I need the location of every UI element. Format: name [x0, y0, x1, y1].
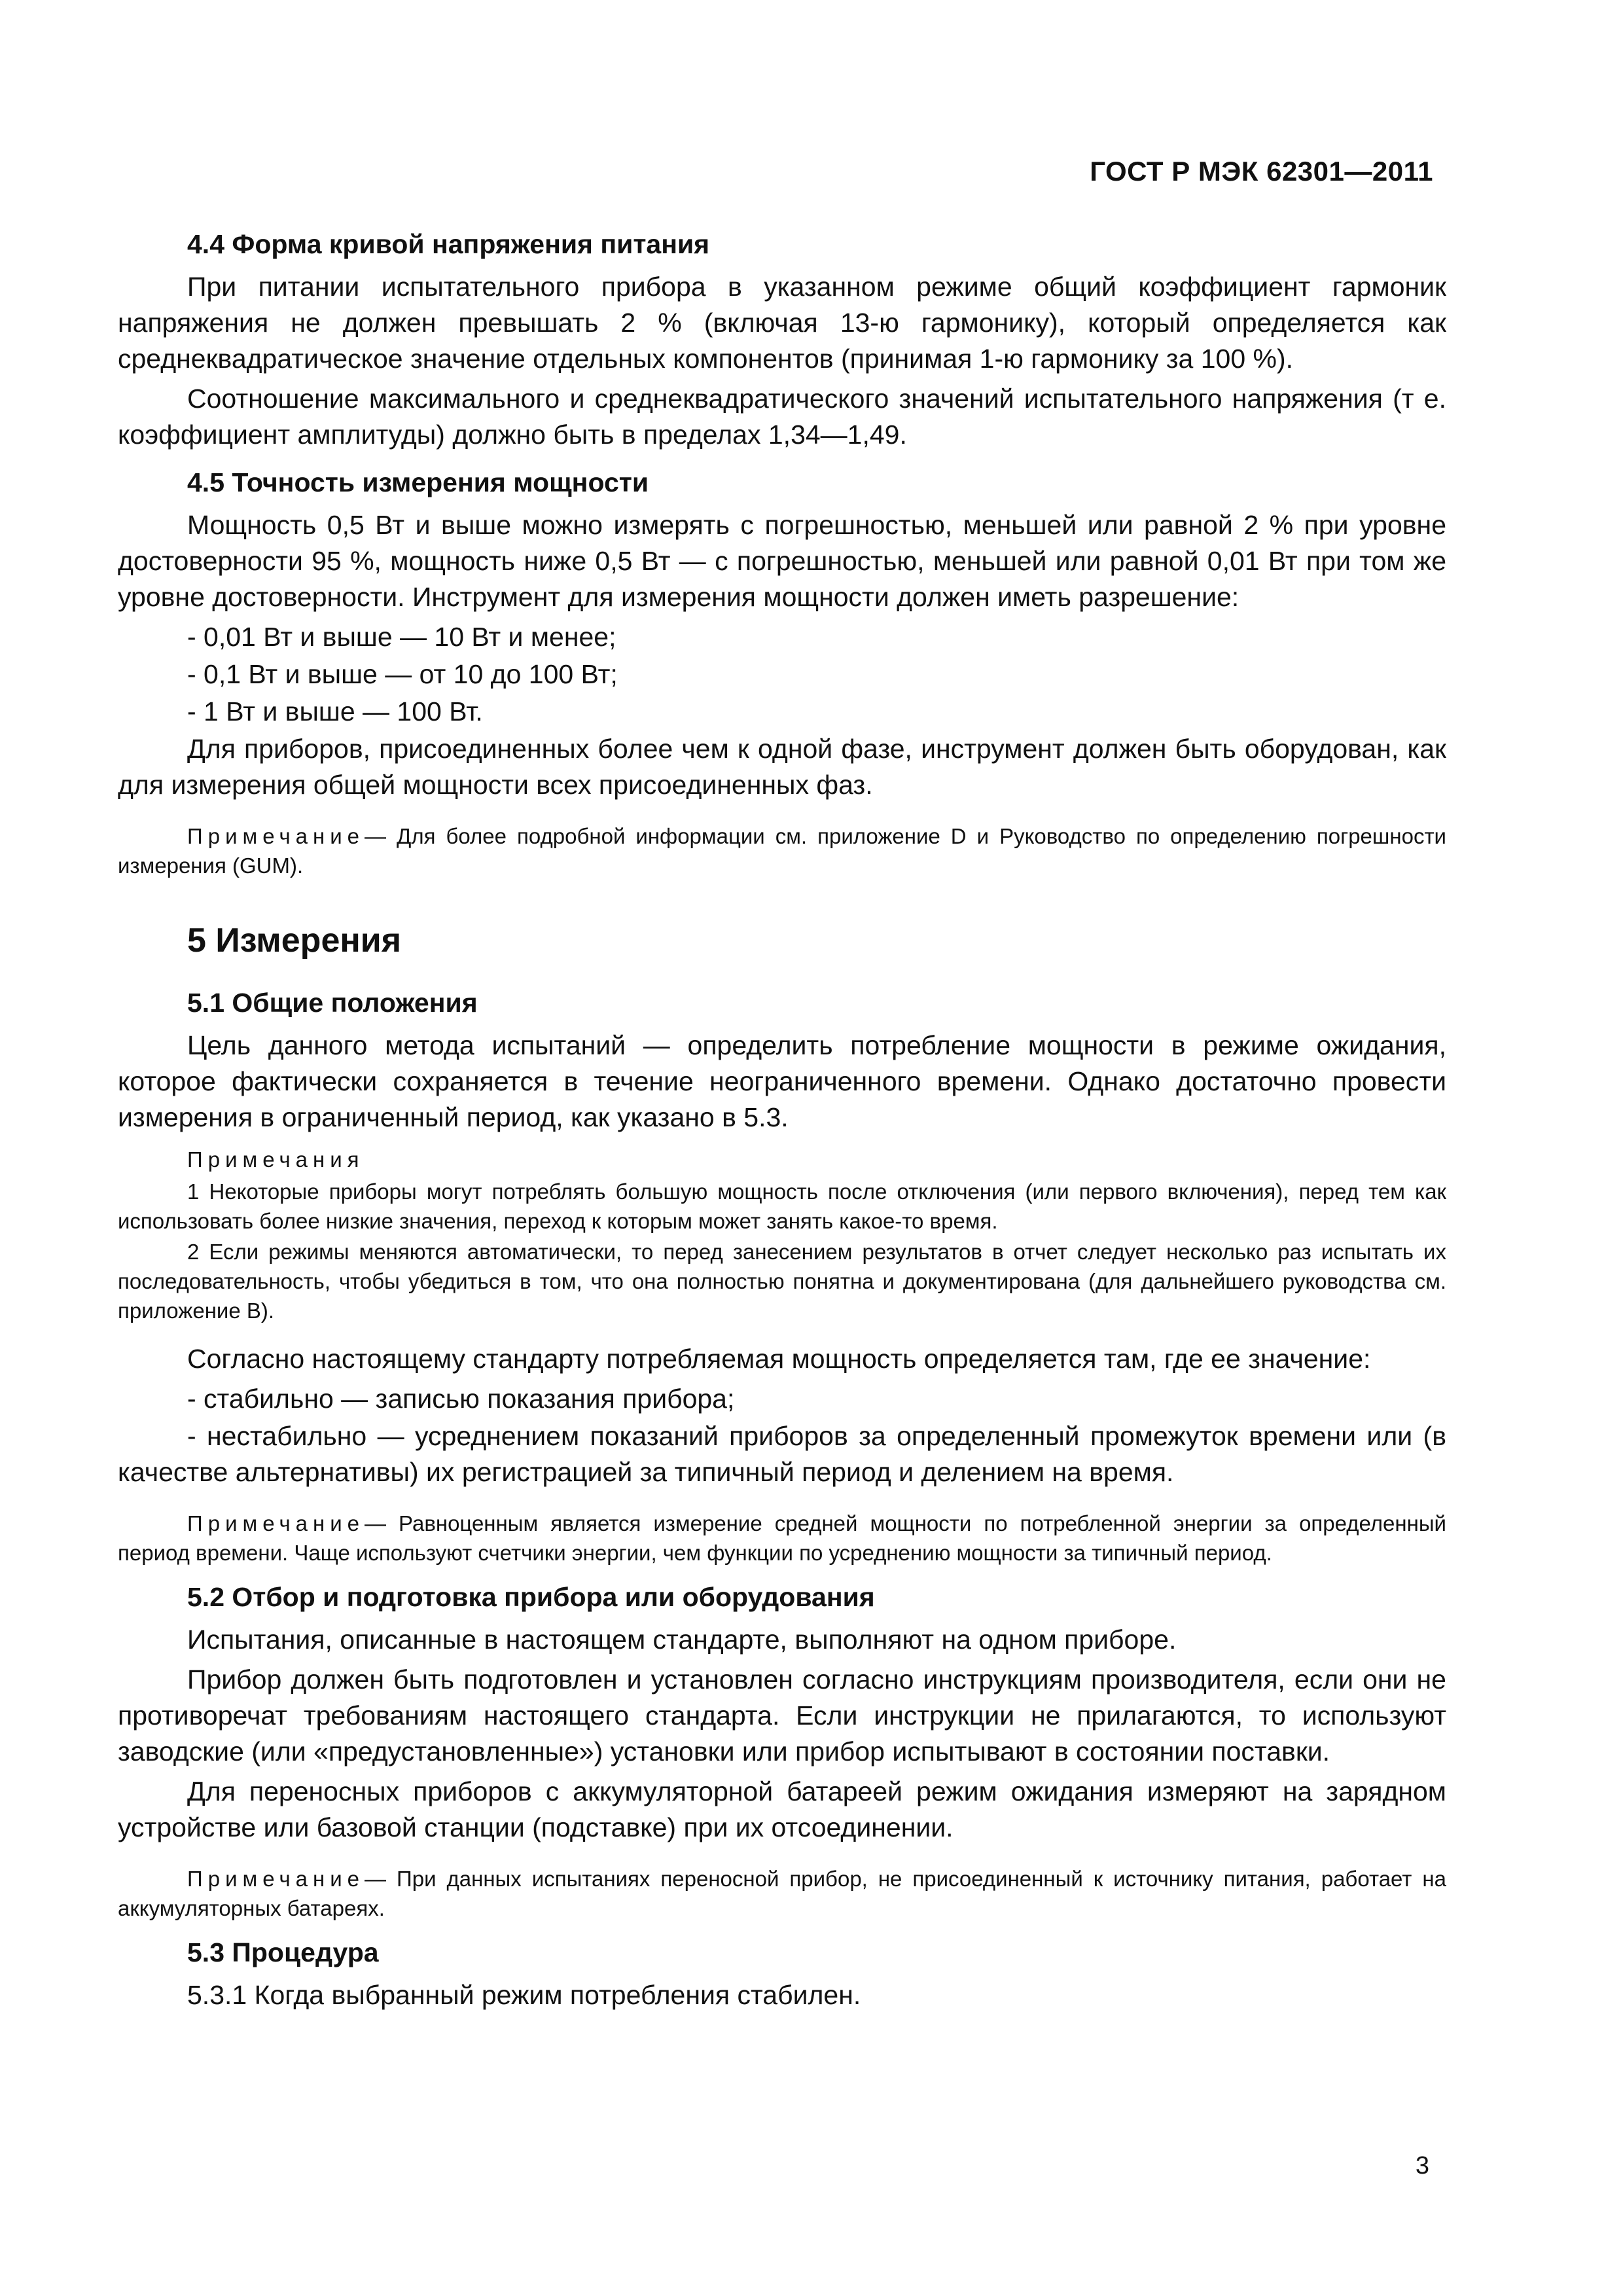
- section-4-5-heading: 4.5 Точность измерения мощности: [187, 467, 649, 497]
- note-item: 2 Если режимы меняются автоматически, то перед занесением результатов в отчет следует несколько раз испытать их последовательность, чтобы убедиться в том, что она полностью понятна и документирована (для дальнейшего руководства см. приложение В).: [118, 1240, 1446, 1323]
- note-text: — Равноценным является измерение средней мощности по потребленной энергии за определенный период времени. Чаще используют счетчики энергии, чем функции по усреднению мощности за типичный период.: [118, 1511, 1446, 1565]
- note-item: 1 Некоторые приборы могут потреблять большую мощность после отключения (или первого включения), перед тем как использовать более низкие значения, переход к которым может занять какое-то время.: [118, 1179, 1446, 1233]
- note: [118, 821, 1446, 880]
- list-item: - 1 Вт и выше — 100 Вт.: [187, 696, 483, 726]
- notes-label: Примечания: [187, 1147, 365, 1172]
- list-item: - 0,1 Вт и выше — от 10 до 100 Вт;: [187, 659, 618, 689]
- note: [118, 1864, 1446, 1923]
- paragraph: 5.3.1 Когда выбранный режим потребления стабилен.: [187, 1980, 861, 2010]
- paragraph: Мощность 0,5 Вт и выше можно измерять с погрешностью, меньшей или равной 2 % при уровне достоверности 95 %, мощность ниже 0,5 Вт — с погрешностью, меньшей или равной 0,01 Вт при том же уровне достоверности. Инструмент для измерения мощности должен иметь разрешение:: [118, 510, 1446, 612]
- paragraph: Прибор должен быть подготовлен и установлен согласно инструкциям производителя, если они не противоречат требованиям настоящего стандарта. Если инструкции не прилагаются, то используют заводские (или «предустановленные») установки или прибор испытывают в состоянии поставки.: [118, 1664, 1446, 1767]
- section-5-heading: 5 Измерения: [187, 922, 402, 960]
- paragraph: Для переносных приборов с аккумуляторной батареей режим ожидания измеряют на зарядном устройстве или базовой станции (подставке) при их отсоединении.: [118, 1776, 1446, 1842]
- standard-code: ГОСТ Р МЭК 62301—2011: [1090, 156, 1433, 187]
- list-item: - 0,01 Вт и выше — 10 Вт и менее;: [187, 622, 616, 652]
- note-text: — Для более подробной информации см. приложение D и Руководство по определению погрешности измерения (GUM).: [118, 824, 1446, 878]
- note: [118, 1509, 1446, 1568]
- note-text: — При данных испытаниях переносной прибор, не присоединенный к источнику питания, работает на аккумуляторных батареях.: [118, 1867, 1446, 1920]
- note-label: Примечание: [187, 1867, 365, 1891]
- section-5-2-heading: 5.2 Отбор и подготовка прибора или оборудования: [187, 1582, 875, 1612]
- section-5-1-heading: 5.1 Общие положения: [187, 988, 478, 1018]
- page-content: [118, 229, 1446, 2017]
- section-4-4-heading: 4.4 Форма кривой напряжения питания: [187, 229, 710, 259]
- paragraph: Для приборов, присоединенных более чем к одной фазе, инструмент должен быть оборудован, как для измерения общей мощности всех присоединенных фаз.: [118, 734, 1446, 800]
- paragraph: При питании испытательного прибора в указанном режиме общий коэффициент гармоник напряжения не должен превышать 2 % (включая 13-ю гармонику), который определяется как среднеквадратическое значение отдельных компонентов (принимая 1-ю гармонику за 100 %).: [118, 272, 1446, 374]
- note-label: Примечание: [187, 824, 365, 848]
- page-number: 3: [1415, 2152, 1429, 2179]
- paragraph: Цель данного метода испытаний — определить потребление мощности в режиме ожидания, которое фактически сохраняется в течение неограниченного времени. Однако достаточно провести измерения в ограниченный период, как указано в 5.3.: [118, 1030, 1446, 1132]
- section-5-3-heading: 5.3 Процедура: [187, 1937, 379, 1967]
- note-label: Примечание: [187, 1511, 365, 1535]
- paragraph: Испытания, описанные в настоящем стандарте, выполняют на одном приборе.: [187, 1624, 1177, 1655]
- list-item: - стабильно — записью показания прибора;: [187, 1384, 735, 1414]
- paragraph: Согласно настоящему стандарту потребляемая мощность определяется там, где ее значение:: [187, 1344, 1371, 1374]
- paragraph: Соотношение максимального и среднеквадратического значений испытательного напряжения (т е. коэффициент амплитуды) должно быть в пределах 1,34—1,49.: [118, 384, 1446, 450]
- list-item: - нестабильно — усреднением показаний приборов за определенный промежуток времени или (в качестве альтернативы) их регистрацией за типичный период и делением на время.: [118, 1421, 1446, 1487]
